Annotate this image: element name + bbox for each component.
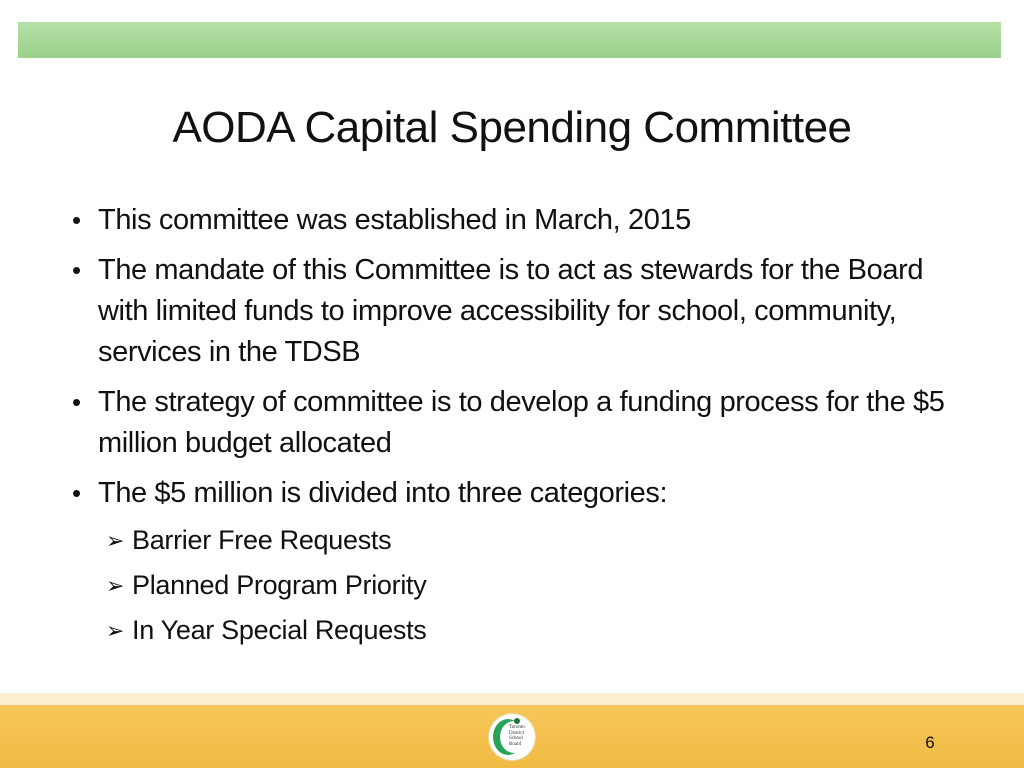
sub-bullet-item	[106, 563, 706, 608]
bullet-item	[70, 382, 970, 464]
arrow-bullet-icon: ➢	[106, 573, 125, 598]
sub-bullet-text: Barrier Free Requests	[132, 525, 392, 555]
logo-apple	[514, 718, 520, 724]
page-number: 6	[925, 733, 935, 752]
arrow-bullet-icon: ➢	[106, 528, 125, 553]
logo-text: Toronto District School Board	[509, 725, 525, 747]
bullet-marker: •	[72, 387, 81, 417]
sub-bullet-text: In Year Special Requests	[132, 615, 427, 645]
bullet-list	[70, 200, 970, 523]
top-accent-band	[18, 22, 1001, 58]
bullet-item	[70, 473, 970, 514]
sub-bullet-list	[106, 518, 706, 653]
bullet-item	[70, 200, 970, 241]
bullet-text: The $5 million is divided into three categories:	[98, 477, 668, 509]
sub-bullet-item	[106, 608, 706, 653]
bullet-text: The mandate of this Committee is to act as stewards for the Board with limited funds to improve accessibility for school, community, services in the TDSB	[98, 254, 924, 368]
arrow-bullet-icon: ➢	[106, 618, 125, 643]
sub-bullet-text: Planned Program Priority	[132, 570, 427, 600]
bullet-marker: •	[72, 478, 81, 508]
bullet-marker: •	[72, 255, 81, 285]
bullet-text: The strategy of committee is to develop a funding process for the $5 million budget allocated	[98, 386, 945, 459]
bullet-item	[70, 250, 970, 373]
bullet-marker: •	[72, 205, 81, 235]
bullet-text: This committee was established in March, 2015	[98, 204, 691, 236]
footer-highlight-strip	[0, 693, 1024, 705]
slide-title: AODA Capital Spending Committee	[172, 103, 852, 152]
tdsb-logo-icon	[489, 714, 535, 760]
sub-bullet-item	[106, 518, 706, 563]
